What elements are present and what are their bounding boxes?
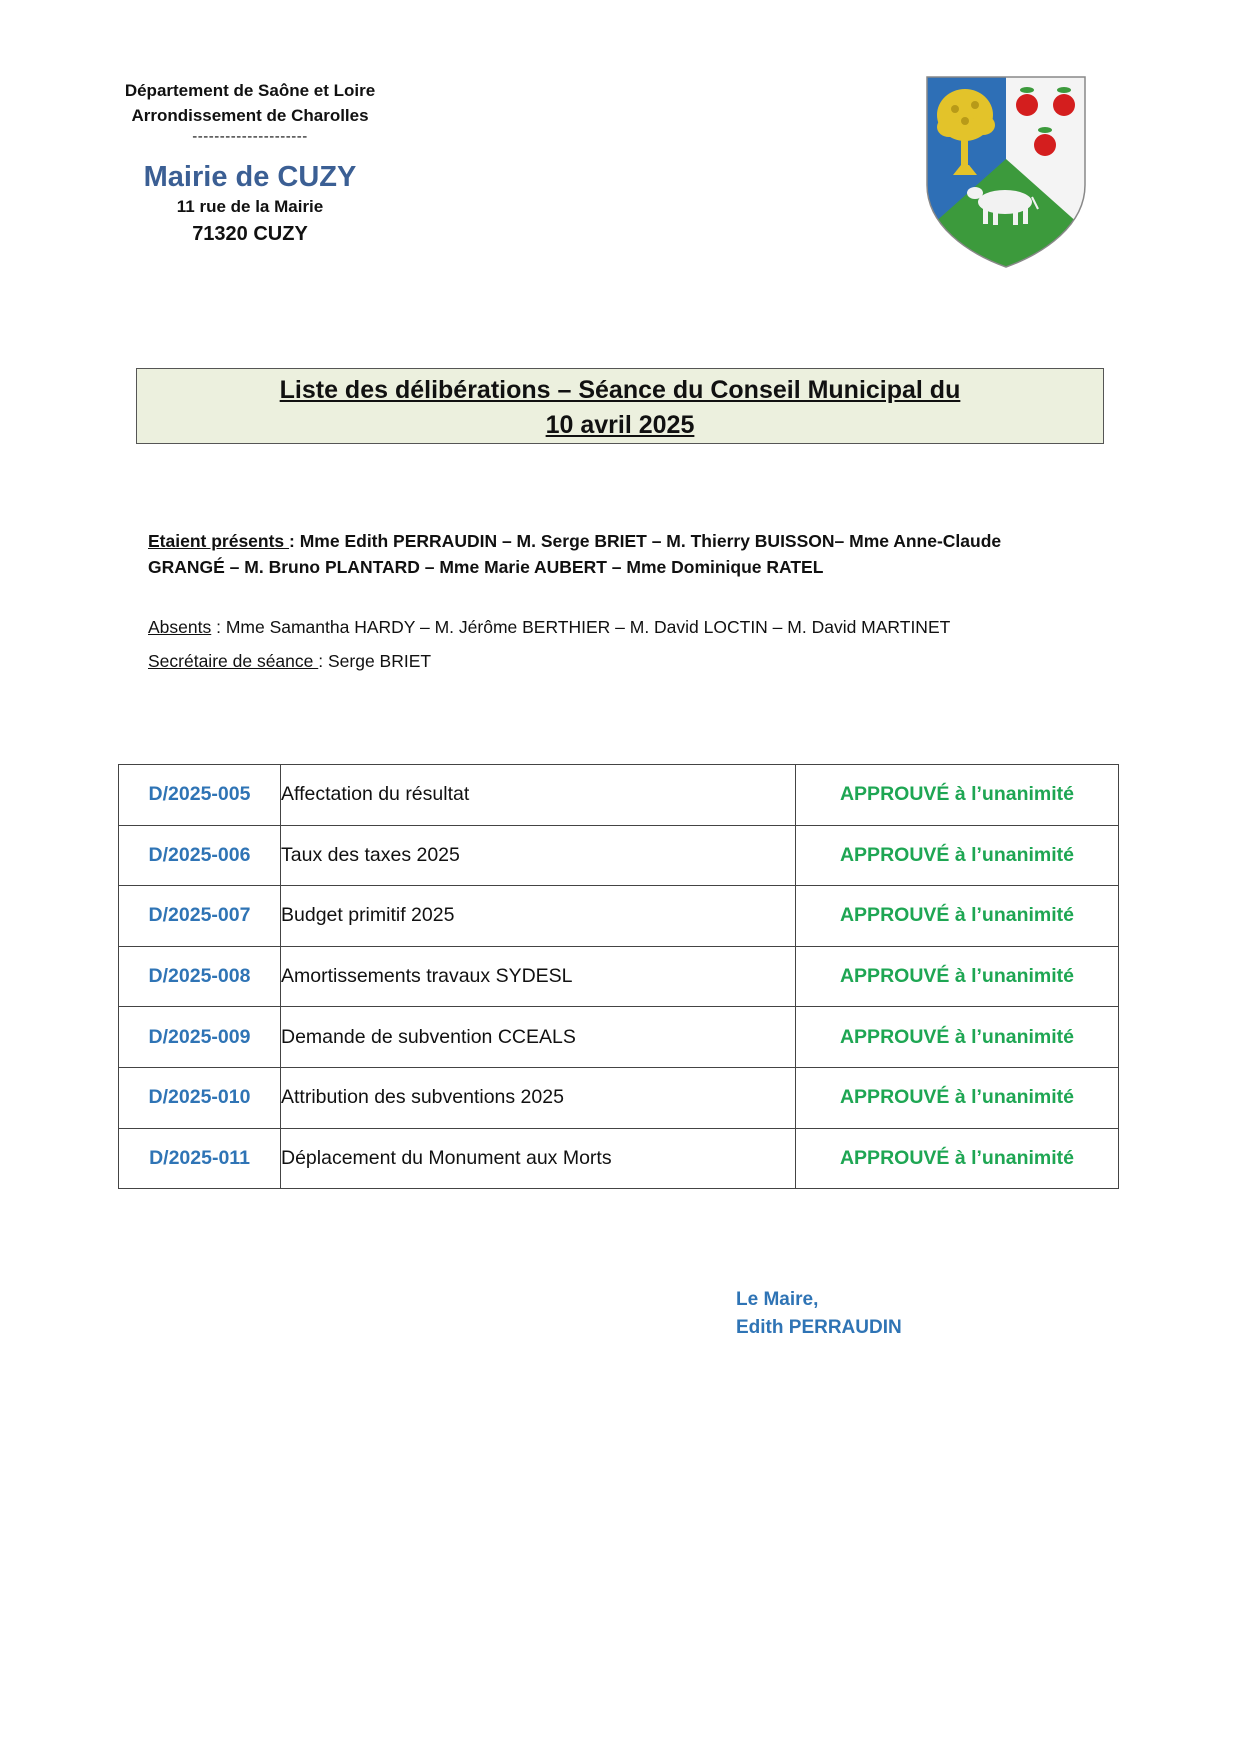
table-row <box>119 1067 1119 1128</box>
deliberation-id: D/2025-010 <box>119 1067 281 1128</box>
deliberation-id: D/2025-006 <box>119 825 281 886</box>
deliberation-label: Déplacement du Monument aux Morts <box>281 1128 796 1189</box>
arrondissement-line: Arrondissement de Charolles <box>131 106 369 125</box>
deliberation-label: Attribution des subventions 2025 <box>281 1067 796 1128</box>
title-box <box>136 368 1104 444</box>
signature-name: Edith PERRAUDIN <box>736 1317 902 1338</box>
address-line: 11 rue de la Mairie <box>176 197 324 216</box>
deliberation-label: Taux des taxes 2025 <box>281 825 796 886</box>
deliberation-id: D/2025-007 <box>119 886 281 947</box>
deliberation-status: APPROUVÉ à l’unanimité <box>796 765 1119 826</box>
table-row <box>119 1007 1119 1068</box>
table-row <box>119 886 1119 947</box>
absent-label: Absents <box>148 617 212 637</box>
municipal-header <box>100 78 400 248</box>
postcode-city-line: 71320 CUZY <box>192 223 308 245</box>
deliberation-id: D/2025-005 <box>119 765 281 826</box>
mairie-title: Mairie de CUZY <box>143 161 357 193</box>
deliberation-status: APPROUVÉ à l’unanimité <box>796 1067 1119 1128</box>
department-line: Département de Saône et Loire <box>124 81 376 100</box>
secretary-name: : Serge BRIET <box>318 651 432 671</box>
present-names: Mme Edith PERRAUDIN – M. Serge BRIET – M. Thierry BUISSON– Mme Anne-Claude GRANGÉ – M. Bruno PLANTARD – Mme Marie AUBERT – Mme Dominique RATEL <box>148 531 1002 577</box>
header-separator: --------------------- <box>192 128 308 145</box>
session-date: 10 avril 2025 <box>545 411 695 439</box>
coat-of-arms-icon <box>925 75 1087 269</box>
table-row <box>119 825 1119 886</box>
deliberation-status: APPROUVÉ à l’unanimité <box>796 946 1119 1007</box>
present-colon: : <box>289 531 295 551</box>
deliberation-status: APPROUVÉ à l’unanimité <box>796 825 1119 886</box>
deliberation-label: Budget primitif 2025 <box>281 886 796 947</box>
deliberation-label: Affectation du résultat <box>281 765 796 826</box>
table-row <box>119 765 1119 826</box>
absent-members <box>148 614 950 640</box>
secretary-label: Secrétaire de séance <box>148 651 319 671</box>
present-members <box>148 528 1078 580</box>
signature-title: Le Maire, <box>736 1289 819 1310</box>
document-title: Liste des délibérations – Séance du Conseil Municipal du <box>279 376 961 404</box>
present-label: Etaient présents <box>148 531 290 551</box>
absent-names: : Mme Samantha HARDY – M. Jérôme BERTHIER – M. David LOCTIN – M. David MARTINET <box>211 617 951 637</box>
deliberation-status: APPROUVÉ à l’unanimité <box>796 1007 1119 1068</box>
deliberation-status: APPROUVÉ à l’unanimité <box>796 886 1119 947</box>
deliberation-id: D/2025-008 <box>119 946 281 1007</box>
table-row <box>119 1128 1119 1189</box>
deliberation-label: Demande de subvention CCEALS <box>281 1007 796 1068</box>
session-secretary <box>148 648 431 674</box>
deliberation-id: D/2025-009 <box>119 1007 281 1068</box>
table-row <box>119 946 1119 1007</box>
deliberation-id: D/2025-011 <box>119 1128 281 1189</box>
deliberations-table <box>118 764 1119 1189</box>
deliberation-status: APPROUVÉ à l’unanimité <box>796 1128 1119 1189</box>
signature-block <box>736 1286 902 1342</box>
deliberation-label: Amortissements travaux SYDESL <box>281 946 796 1007</box>
